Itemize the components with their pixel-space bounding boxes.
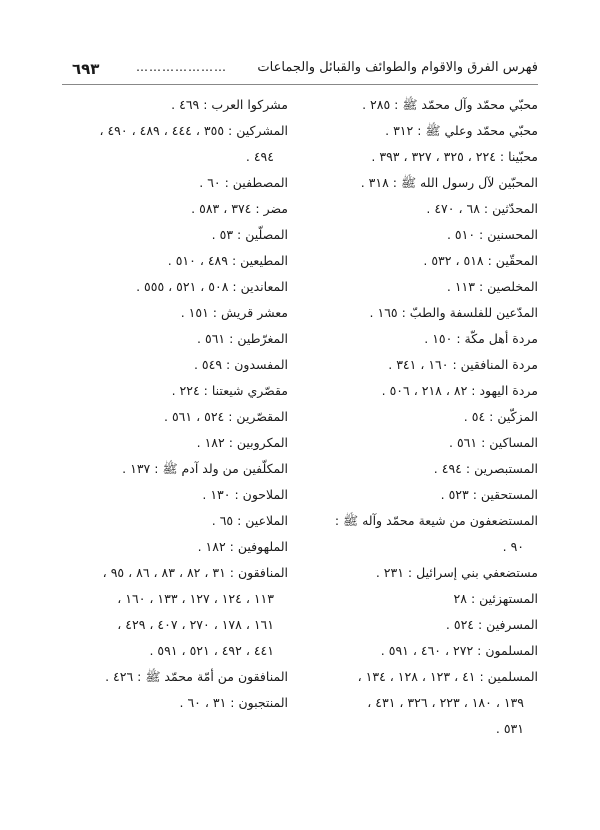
running-title: فهرس الفرق والاقوام والطوائف والقبائل والجماعات bbox=[257, 60, 538, 75]
index-entry-continuation: ٤٩٤ . bbox=[245, 149, 274, 164]
index-entry: معشر قريش : ١٥١ . bbox=[180, 305, 288, 320]
index-entry: المساكين : ٥٦١ . bbox=[449, 435, 538, 450]
index-entry: المزكّين : ٥٤ . bbox=[463, 409, 538, 424]
index-entry: المحبّين لآل رسول الله ﷺ : ٣١٨ . bbox=[360, 175, 538, 190]
index-entry: المخلصين : ١١٣ . bbox=[446, 279, 538, 294]
index-entry: المنافقون من أمّة محمّد ﷺ : ٤٢٦ . bbox=[105, 669, 288, 684]
index-entry: المكروبين : ١٨٢ . bbox=[196, 435, 288, 450]
index-entry: المسرفين : ٥٢٤ . bbox=[445, 617, 538, 632]
index-entry: المسلمين : ٤١ ، ١٢٣ ، ١٢٨ ، ١٣٤ ، bbox=[357, 669, 538, 684]
index-entry: المستهزئين : ٢٨ bbox=[453, 591, 538, 606]
index-entry: المصلّين : ٥٣ . bbox=[211, 227, 288, 242]
index-entry-continuation: ٥٣١ . bbox=[495, 721, 524, 736]
index-entry: المستحقين : ٥٢٣ . bbox=[440, 487, 538, 502]
index-entry: محبّي محمّد وآل محمّد ﷺ : ٢٨٥ . bbox=[362, 97, 538, 112]
index-entry: المنافقون : ٣١ ، ٨٢ ، ٨٣ ، ٨٦ ، ٩٥ ، bbox=[102, 565, 288, 580]
page-header bbox=[62, 60, 538, 82]
index-entry: مردة اليهود : ٨٢ ، ٢١٨ ، ٥٠٦ . bbox=[381, 383, 538, 398]
index-entry: مضر : ٣٧٤ ، ٥٨٣ . bbox=[191, 201, 288, 216]
index-entry: مستضعفي بني إسرائيل : ٢٣١ . bbox=[375, 565, 538, 580]
index-entry: مردة أهل مكّة : ١٥٠ . bbox=[424, 331, 538, 346]
index-entry: مردة المنافقين : ١٦٠ ، ٣٤١ . bbox=[388, 357, 538, 372]
index-entry: الملهوفين : ١٨٢ . bbox=[197, 539, 288, 554]
index-entry-continuation: ١٦١ ، ١٧٨ ، ٢٧٠ ، ٤٠٧ ، ٤٢٩ ، bbox=[117, 617, 274, 632]
index-entry-continuation: ١٣٩ ، ١٨٠ ، ٢٢٣ ، ٣٢٦ ، ٤٣١ ، bbox=[367, 695, 524, 710]
index-entry: المقصّرين : ٥٢٤ ، ٥٦١ . bbox=[164, 409, 288, 424]
index-entry: مشركوا العرب : ٤٦٩ . bbox=[171, 97, 288, 112]
index-entry: الملاحون : ١٣٠ . bbox=[202, 487, 288, 502]
page-number: ٦٩٣ bbox=[72, 60, 100, 78]
index-entry: المطيعين : ٤٨٩ ، ٥١٠ . bbox=[167, 253, 288, 268]
index-entry: الملاعين : ٦٥ . bbox=[211, 513, 288, 528]
index-entry: المغرّطين : ٥٦١ . bbox=[197, 331, 288, 346]
index-entry: المحسنين : ٥١٠ . bbox=[446, 227, 538, 242]
header-dots: ………………… bbox=[136, 60, 227, 74]
index-entry: محبّينا : ٢٢٤ ، ٣٢٥ ، ٣٢٧ ، ٣٩٣ . bbox=[371, 149, 538, 164]
header-rule bbox=[62, 84, 538, 85]
index-entry: المسلمون : ٢٧٢ ، ٤٦٠ ، ٥٩١ . bbox=[380, 643, 538, 658]
index-entry: محبّي محمّد وعلي ﷺ : ٣١٢ . bbox=[385, 123, 538, 138]
index-entry-continuation: ٤٤١ ، ٤٩٢ ، ٥٢١ ، ٥٩١ . bbox=[149, 643, 274, 658]
index-column-left bbox=[58, 92, 288, 716]
index-entry: مقصّري شيعتنا : ٢٢٤ . bbox=[171, 383, 288, 398]
index-entry-continuation: ١١٣ ، ١٢٤ ، ١٢٧ ، ١٣٣ ، ١٦٠ ، bbox=[117, 591, 274, 606]
index-column-right bbox=[298, 92, 538, 742]
index-entry: المعاندين : ٥٠٨ ، ٥٢١ ، ٥٥٥ . bbox=[136, 279, 288, 294]
index-entry: المنتجبون : ٣١ ، ٦٠ . bbox=[179, 695, 288, 710]
index-entry: المحدّثين : ٦٨ ، ٤٧٠ . bbox=[426, 201, 538, 216]
index-entry: المحقّين : ٥١٨ ، ٥٣٢ . bbox=[423, 253, 538, 268]
index-entry: المشركين : ٣٥٥ ، ٤٤٤ ، ٤٨٩ ، ٤٩٠ ، bbox=[99, 123, 288, 138]
index-entry: المفسدون : ٥٤٩ . bbox=[193, 357, 288, 372]
index-entry: المدّعين للفلسفة والطبّ : ١٦٥ . bbox=[369, 305, 538, 320]
index-entry: المصطفين : ٦٠ . bbox=[199, 175, 288, 190]
index-entry: المكلّفين من ولد آدم ﷺ : ١٣٧ . bbox=[122, 461, 288, 476]
index-entry: المستبصرين : ٤٩٤ . bbox=[433, 461, 538, 476]
index-entry-continuation: ٩٠ . bbox=[502, 539, 524, 554]
index-entry: المستضعفون من شيعة محمّد وآله ﷺ : bbox=[334, 513, 538, 528]
